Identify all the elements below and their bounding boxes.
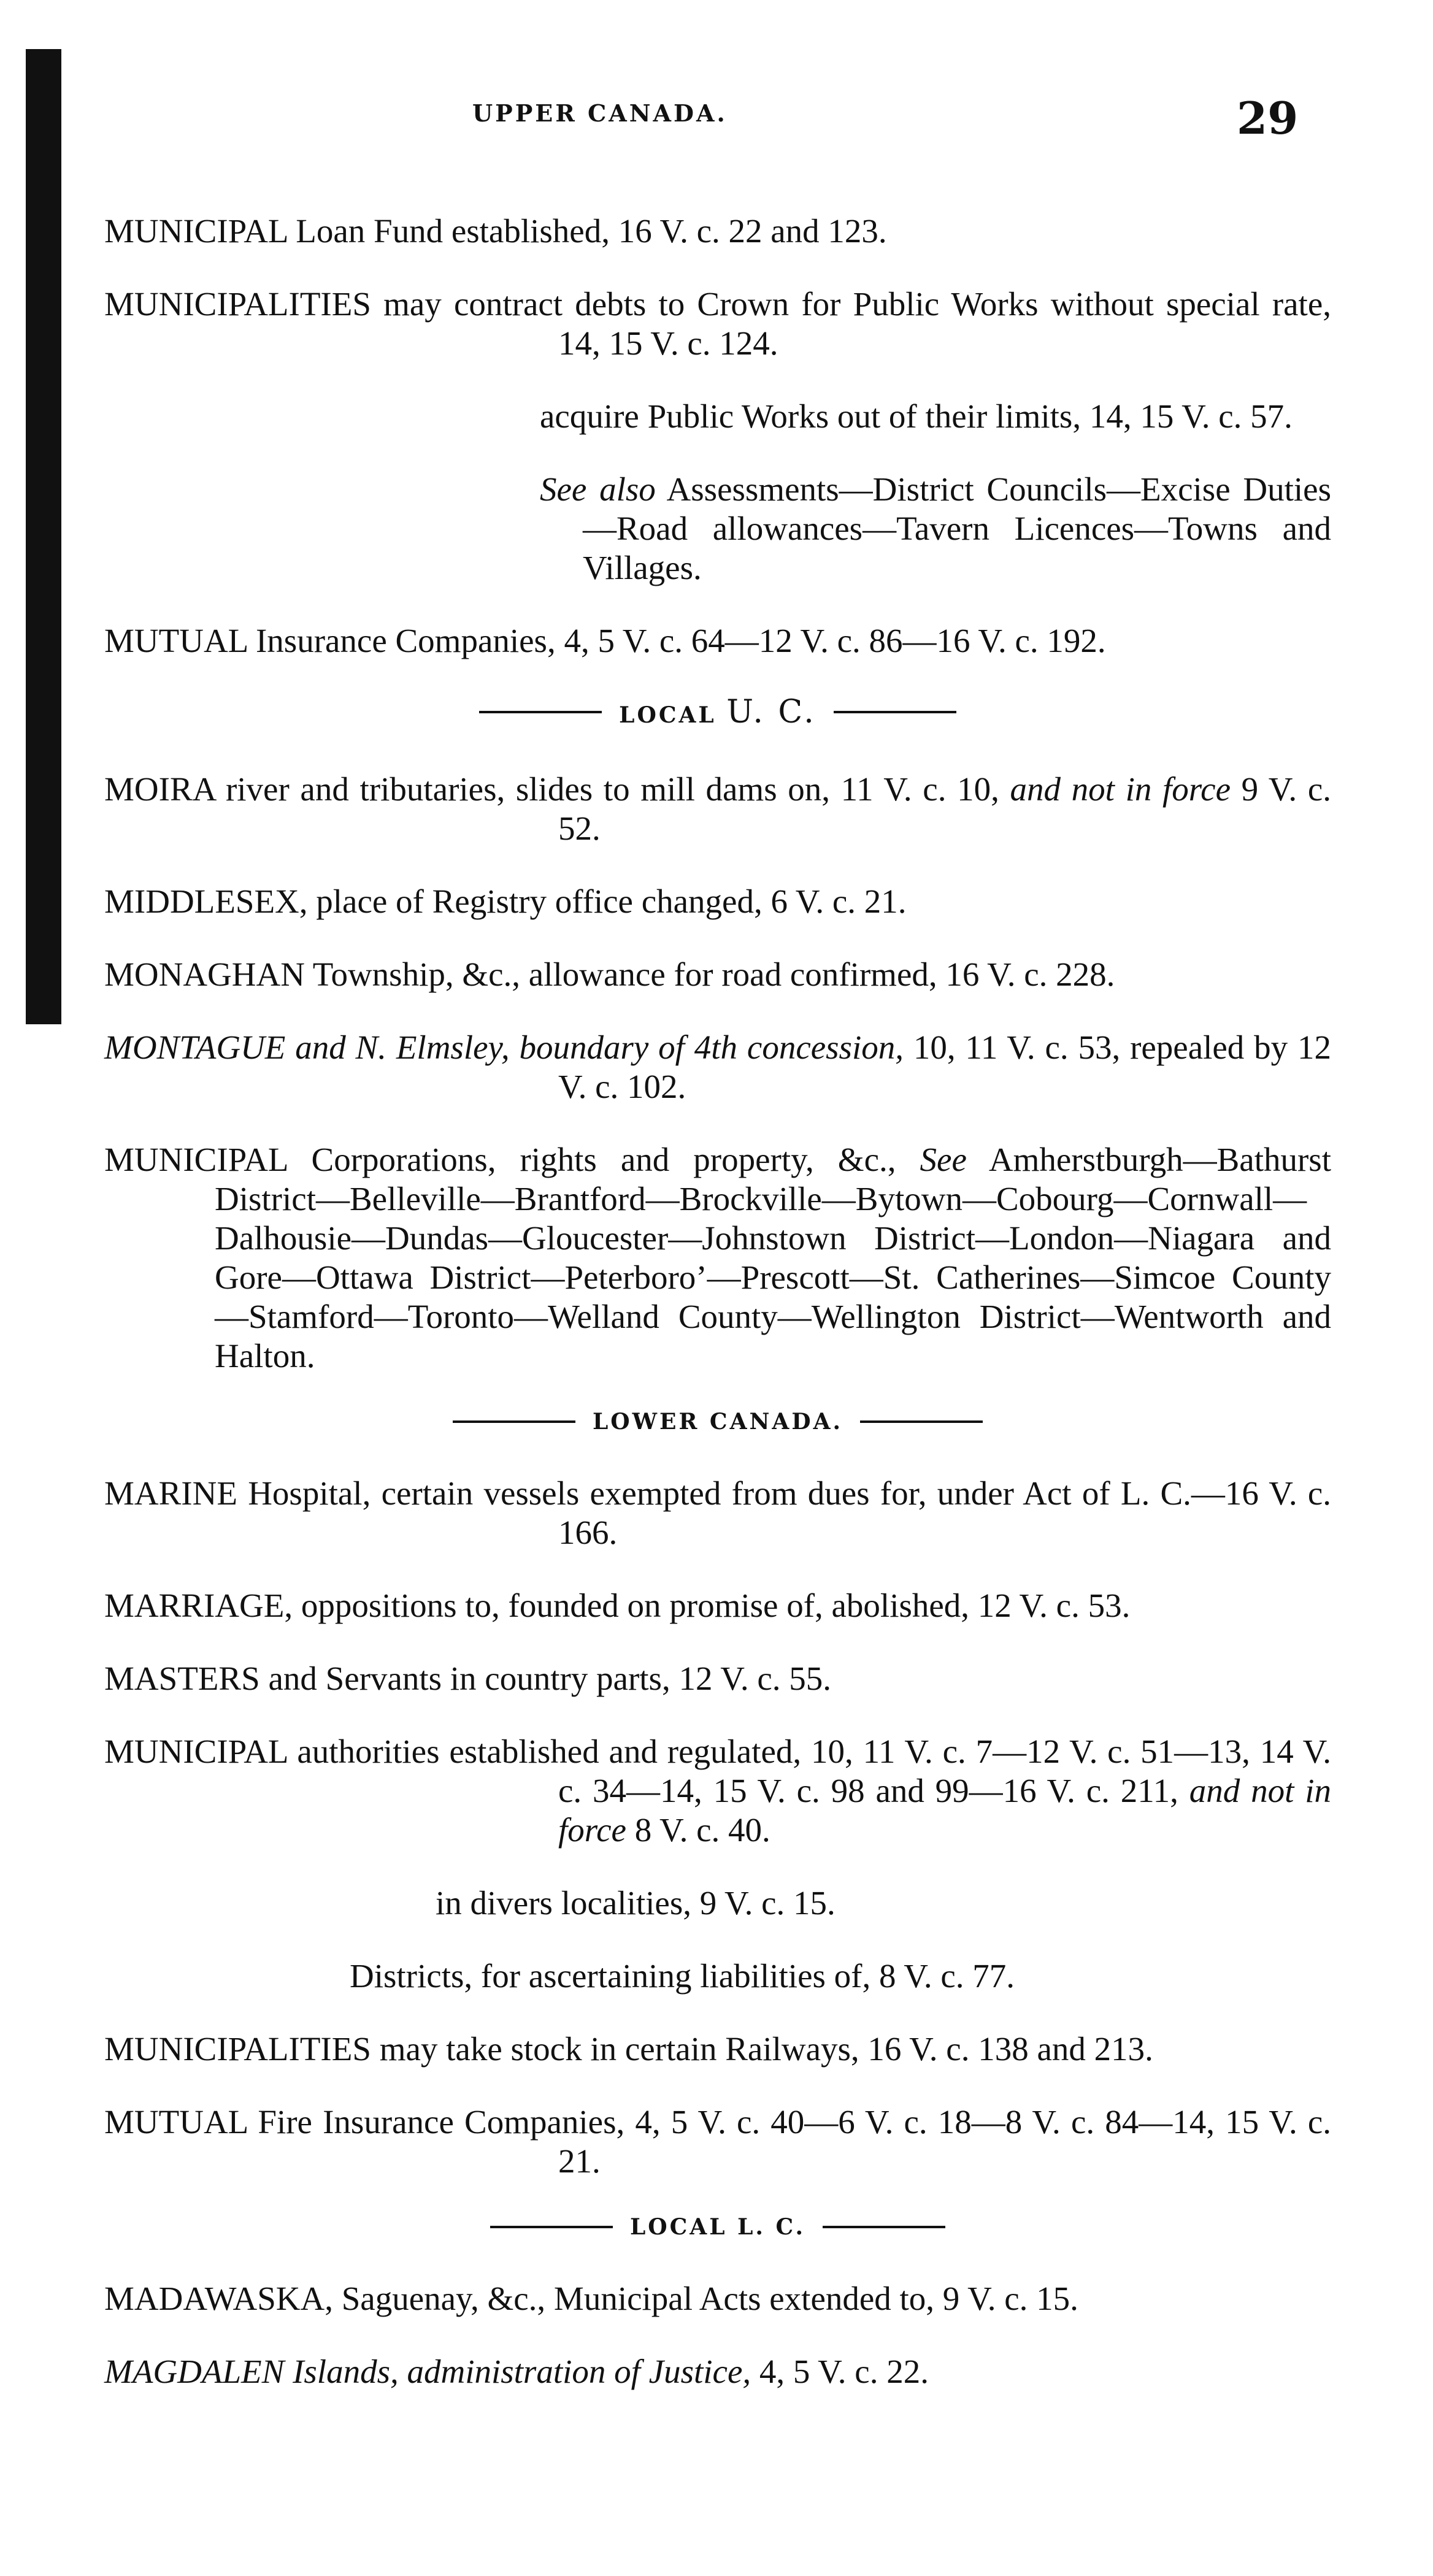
entry-text: may take stock in certain Railways, 16 V. c. 138 and 213. [371, 2030, 1153, 2068]
running-head-title: UPPER CANADA. [472, 99, 728, 127]
entry-keyword: MARINE [104, 1474, 237, 1512]
entry-italic: and not in force [1010, 770, 1231, 808]
heading-rule [860, 1420, 983, 1423]
index-entry [104, 2103, 1331, 2181]
entry-text: Hospital, certain vessels exempted from dues for, under Act of L. C.—16 V. c. 166. [237, 1474, 1331, 1551]
entry-italic: and not in force [558, 1772, 1331, 1849]
index-entry [104, 2279, 1331, 2318]
heading-rule [834, 711, 956, 713]
index-see-also [104, 470, 1331, 588]
entry-keyword: MUTUAL [104, 2103, 248, 2141]
heading-text: LOWER CANADA. [592, 1409, 843, 1435]
index-entry [104, 1028, 1331, 1106]
entry-italic: See [920, 1141, 967, 1178]
entry-keyword: MONAGHAN [104, 956, 305, 993]
heading-rule [490, 2226, 613, 2228]
heading-rule [823, 2226, 945, 2228]
entry-text: Districts, for ascertaining liabilities of, 8 V. c. 77. [350, 1957, 1015, 1995]
entry-text: and Servants in country parts, 12 V. c. 55. [259, 1660, 832, 1697]
entry-text: authorities established and regulated, 10, 11 V. c. 7—12 V. c. 51—13, 14 V. c. 34—14, 15 V. c. 98 and 99—16 V. c. 211, [287, 1733, 1331, 1809]
entry-text: Assessments—District Councils—Excise Duties—Road allowances—Tavern Licences—Towns and Villages. [583, 470, 1331, 586]
entry-italic-keyword: MAGDALEN Islands, administration of Justice, [104, 2353, 751, 2390]
section-heading-local-lc [104, 2214, 1331, 2240]
heading-small: LOCAL [619, 702, 716, 728]
see-also-label: See also [540, 470, 656, 508]
heading-rule [453, 1420, 575, 1423]
entry-text: Loan Fund established, 16 V. c. 22 and 123. [287, 212, 887, 250]
index-entry [104, 621, 1331, 661]
index-subentry [104, 1957, 1331, 1996]
entry-keyword: MOIRA [104, 770, 215, 808]
entry-tail: Amherstburgh—Bathurst District—Belleville—Brantford—Brockville—Bytown—Cobourg—Cornwall—Dalhousie—Dundas—Gloucester—Johnstown District—London—Niagara and Gore—Ottawa District—Peterboro’—Prescott—St. Catherines—Simcoe County—Stamford—Toronto—Welland County—Wellington District—Wentworth and Halton. [215, 1141, 1331, 1374]
entry-tail: 8 V. c. 40. [626, 1811, 770, 1849]
entry-text: Township, &c., allowance for road confirmed, 16 V. c. 228. [304, 956, 1115, 993]
running-head [0, 92, 1433, 144]
entry-text: in divers localities, 9 V. c. 15. [436, 1884, 836, 1922]
entry-text: , Saguenay, &c., Municipal Acts extended to, 9 V. c. 15. [325, 2280, 1078, 2317]
entry-text: acquire Public Works out of their limits, 14, 15 V. c. 57. [540, 397, 1293, 435]
heading-big: U. C. [726, 694, 816, 730]
entry-text: 10, 11 V. c. 53, repealed by 12 V. c. 102. [558, 1029, 1332, 1105]
index-entry [104, 1586, 1331, 1625]
entry-keyword: MUNICIPAL [104, 1141, 288, 1178]
index-entry [104, 882, 1331, 921]
entry-keyword: MUNICIPALITIES [104, 285, 371, 323]
index-entry [104, 212, 1331, 251]
index-entry [104, 1659, 1331, 1698]
index-subentry [104, 1884, 1331, 1923]
entry-text: river and tributaries, slides to mill dams on, 11 V. c. 10, [215, 770, 1010, 808]
entry-text: Corporations, rights and property, &c., [287, 1141, 920, 1178]
margin-bar [26, 49, 61, 1024]
section-heading-local-uc [104, 694, 1331, 730]
entry-text: may contract debts to Crown for Public Works without special rate, 14, 15 V. c. 124. [371, 285, 1331, 362]
index-entry [104, 285, 1331, 363]
index-entry [104, 2030, 1331, 2069]
index-entry [104, 1140, 1331, 1376]
entry-text: Fire Insurance Companies, 4, 5 V. c. 40—6 V. c. 18—8 V. c. 84—14, 15 V. c. 21. [247, 2103, 1331, 2180]
section-heading-lower-canada [104, 1409, 1331, 1435]
entry-tail: 9 V. c. 52. [558, 770, 1331, 847]
index-subentry [104, 397, 1331, 436]
entry-keyword: MADAWASKA [104, 2280, 325, 2317]
entry-keyword: MIDDLESEX [104, 883, 299, 920]
entry-keyword: MUTUAL [104, 622, 248, 659]
entry-text: 4, 5 V. c. 22. [751, 2353, 929, 2390]
entry-keyword: MASTERS [104, 1660, 260, 1697]
heading-rule [479, 711, 602, 713]
entry-text: , place of Registry office changed, 6 V. c. 21. [299, 883, 907, 920]
page-number: 29 [1237, 92, 1299, 144]
index-entry [104, 1474, 1331, 1552]
entry-text: , oppositions to, founded on promise of, abolished, 12 V. c. 53. [284, 1587, 1131, 1624]
index-entry [104, 2352, 1331, 2391]
index-entry [104, 1732, 1331, 1850]
entry-keyword: MUNICIPAL [104, 212, 288, 250]
index-entry [104, 770, 1331, 848]
entry-text: Insurance Companies, 4, 5 V. c. 64—12 V. c. 86—16 V. c. 192. [247, 622, 1106, 659]
entry-keyword: MUNICIPALITIES [104, 2030, 371, 2068]
entry-keyword: MARRIAGE [104, 1587, 285, 1624]
heading-text: LOCAL L. C. [629, 2214, 806, 2240]
entry-keyword: MUNICIPAL [104, 1733, 288, 1770]
entry-italic-keyword: MONTAGUE and N. Elmsley, boundary of 4th concession, [104, 1029, 904, 1066]
index-content [104, 178, 1331, 2400]
index-entry [104, 955, 1331, 994]
